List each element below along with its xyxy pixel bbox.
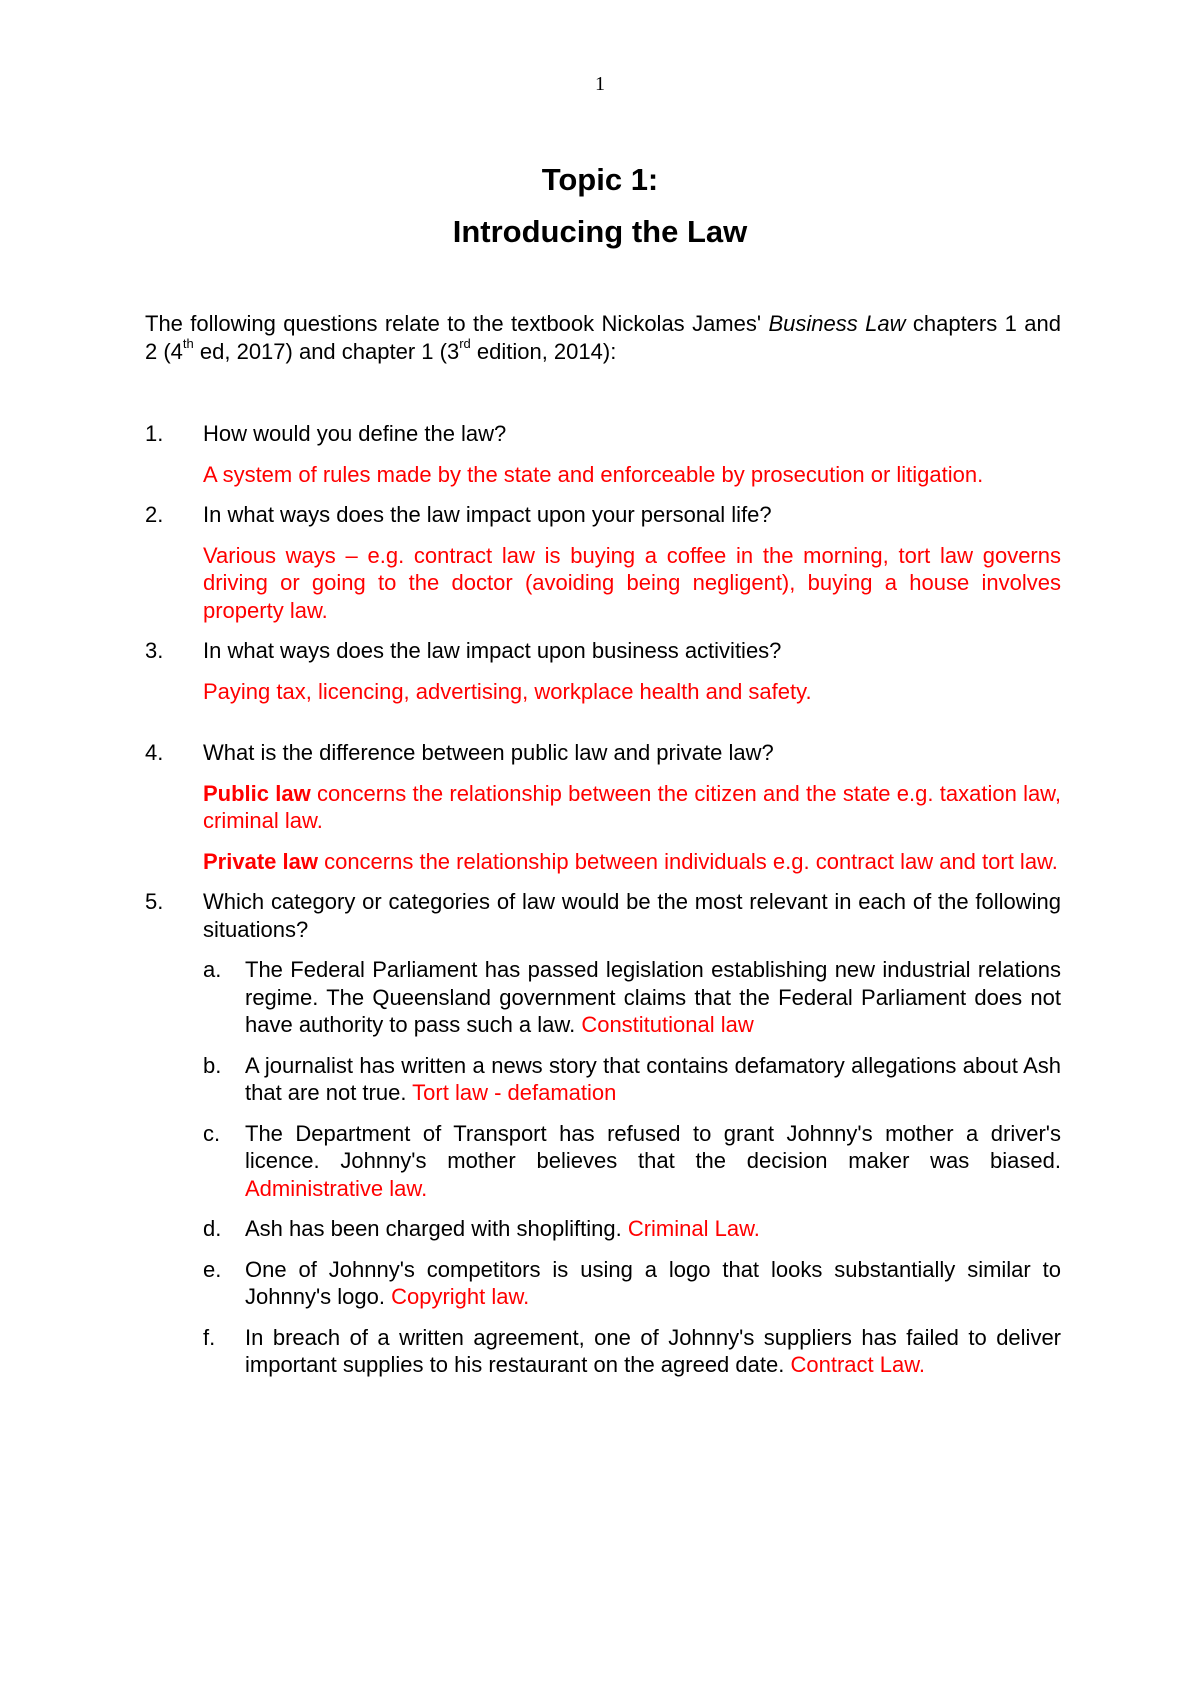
sub-question-text: One of Johnny's competitors is using a logo that looks substantially similar to Johnny's logo. [245,1256,1061,1309]
sub-question-c [203,1120,1061,1203]
sub-question-letter: c. [203,1120,221,1146]
answer-public-law [203,780,1061,835]
sub-question-d [203,1215,1061,1243]
sub-question-text: The Department of Transport has refused to grant Johnny's mother a driver's licence. Johnny's mother believes that the decision maker was biased. [245,1120,1061,1173]
answer-text: Various ways – e.g. contract law is buying a coffee in the morning, tort law governs driving or going to the doctor (avoiding being negligent), buying a house involves property law. [203,542,1061,623]
question-number: 1. [145,421,164,446]
superscript: th [182,336,194,352]
sub-question-letter: a. [203,957,222,982]
question-3 [145,637,1061,705]
question-4 [145,739,1061,875]
page-subtitle: Introducing the Law [452,214,748,249]
intro-text: The following questions relate to the textbook Nickolas James' [145,311,762,336]
document-body [145,310,1061,1379]
question-text: What is the difference between public law and private law? [203,740,774,765]
question-text: In what ways does the law impact upon business activities? [203,638,782,663]
intro-text: edition, 2014): [476,338,617,364]
superscript: rd [459,336,471,352]
sub-question-letter: e. [203,1256,222,1282]
question-text: Which category or categories of law would be the most relevant in each of the following situations? [203,889,1061,942]
sub-question-letter: f. [203,1324,216,1350]
question-5 [145,888,1061,1379]
answer-text: Criminal Law. [627,1216,760,1241]
sub-question-letter: d. [203,1216,222,1241]
page-title: Topic 1: [541,162,659,197]
sub-question-letter: b. [203,1052,222,1078]
question-number: 2. [145,502,164,527]
sub-question-text: The Federal Parliament has passed legislation establishing new industrial relations regime. The Queensland government claims that the Federal Parliament does not have authority to pass such a law. [245,957,1061,1037]
answer-text: Copyright law. [391,1284,530,1309]
sub-question-e [203,1256,1061,1311]
intro-paragraph [145,310,1061,365]
question-2 [145,501,1061,624]
answer-term: Private law [203,848,318,874]
page-number: 1 [595,73,605,95]
question-1 [145,420,1061,488]
intro-text: chapters 1 and 2 (4 [145,311,1061,364]
sub-question-text: In breach of a written agreement, one of Johnny's suppliers has failed to deliver important supplies to his restaurant on the agreed date. [245,1324,1061,1377]
answer-text: Administrative law. [245,1175,428,1201]
answer-text: Constitutional law [581,1012,754,1037]
answer-private-law [203,848,1061,876]
answer-text: concerns the relationship between the citizen and the state e.g. taxation law, criminal law. [203,780,1061,833]
answer-text: Contract Law. [790,1352,925,1377]
question-text: In what ways does the law impact upon your personal life? [203,502,772,527]
sub-question-text: Ash has been charged with shoplifting. [245,1216,622,1241]
sub-question-a [203,956,1061,1039]
answer-term: Public law [203,780,311,806]
sub-question-text: A journalist has written a news story that contains defamatory allegations about Ash that are not true. [245,1052,1061,1105]
question-number: 5. [145,889,164,914]
answer-text: Tort law - defamation [412,1080,617,1105]
sub-question-f [203,1324,1061,1379]
sub-question-b [203,1052,1061,1107]
answer-text: A system of rules made by the state and enforceable by prosecution or litigation. [203,461,984,487]
question-number: 4. [145,740,164,765]
question-text: How would you define the law? [203,421,507,446]
answer-text: concerns the relationship between individuals e.g. contract law and tort law. [324,848,1058,874]
question-number: 3. [145,638,164,663]
intro-text: ed, 2017) and chapter 1 (3 [199,338,460,364]
answer-text: Paying tax, licencing, advertising, workplace health and safety. [203,678,812,704]
book-title: Business Law [768,311,906,336]
